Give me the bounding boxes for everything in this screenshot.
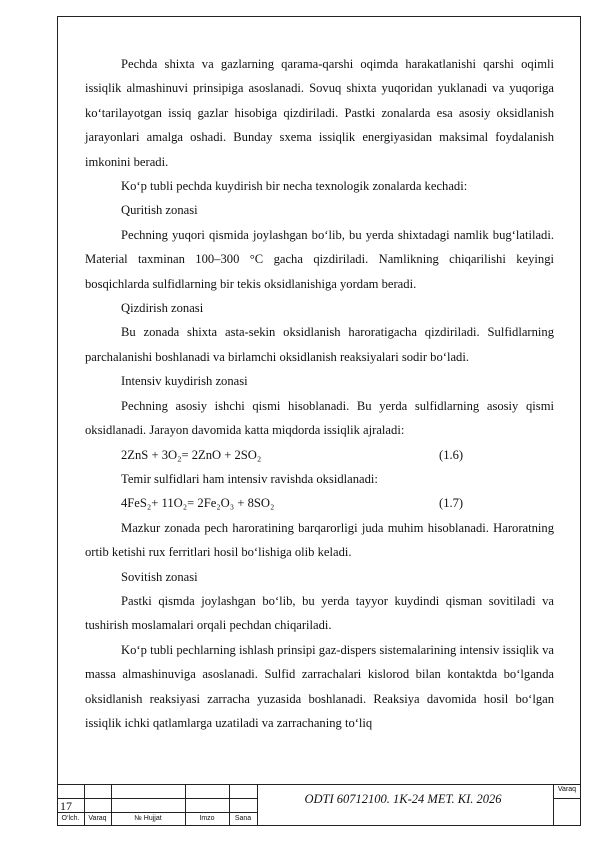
col-sana: Sana <box>234 815 252 822</box>
paragraph: Mazkur zonada pech haroratining barqarorligi juda muhim hisoblanadi. Haroratning ortib ketishi rux ferritlari hosil bo‘lishiga olib keladi. <box>85 520 554 560</box>
paragraph: Ko‘p tubli pechda kuydirish bir necha texnologik zonalarda kechadi: <box>121 179 468 194</box>
equation-text: 4FeS₂+ 11O₂= 2Fe₂O₃ + 8SO₂ <box>121 496 275 511</box>
paragraph: Qizdirish zonasi <box>121 301 204 316</box>
col-varaq: Varaq <box>88 815 107 822</box>
paragraph: Bu zonada shixta asta-sekin oksidlanish haroratigacha qizdiriladi. Sulfidlarning parchalanishi boshlanadi va birlamchi oksidlanish reaksiyalari sodir bo‘ladi. <box>85 325 554 364</box>
equation <box>85 491 554 515</box>
col-hujjat: № Hujjat <box>134 815 162 822</box>
paragraph: Pechning yuqori qismida joylashgan bo‘lib, bu yerda shixtadagi namlik bug‘latiladi. Material taxminan 100–300 °C gacha qizdiriladi. Namlikning chiqarilishi keyingi bosqichlarda sulfidlarning bir tekis oksidlanishiga yordam beradi. <box>85 227 554 291</box>
paragraph: Pastki qismda joylashgan bo‘lib, bu yerda tayyor kuydindi qisman sovitiladi va tushirish moslamalari orqali pechdan chiqariladi. <box>85 593 554 633</box>
paragraph: Temir sulfidlari ham intensiv ravishda oksidlanadi: <box>121 471 378 486</box>
equation-text: 2ZnS + 3O₂= 2ZnO + 2SO₂ <box>121 447 262 462</box>
paragraph: Quritish zonasi <box>121 203 198 218</box>
equation-number: (1.7) <box>439 496 464 511</box>
paragraph: Pechda shixta va gazlarning qarama-qarshi oqimda harakatlanishi qarshi oqimli issiqlik almashinuvi prinsipiga asoslanadi. Sovuq shixta yuqoridan yuklanadi va yuqoriga ko‘tarilayotgan issiq gazlar hisobiga qizdiriladi. Pastki zonalarda esa asosiy oksidlanish jarayonlari amalga oshadi. Bunday sxema issiqlik energiyasidan maksimal foydalanish imkonini beradi. <box>85 57 554 169</box>
title-block-stamp <box>57 784 581 826</box>
paragraph: Pechning asosiy ishchi qismi hisoblanadi. Bu yerda sulfidlarning asosiy qismi oksidlanadi. Jarayon davomida katta miqdorda issiqlik ajraladi: <box>85 398 554 438</box>
col-olch: O‘lch. <box>61 815 80 822</box>
equation <box>85 443 554 467</box>
page-number: 17 <box>60 799 72 813</box>
sheet-label: Varaq <box>557 786 577 793</box>
paragraph: Intensiv kuydirish zonasi <box>121 374 248 389</box>
document-body <box>85 52 554 735</box>
paragraph: Ko‘p tubli pechlarning ishlash prinsipi gaz-dispers sistemalarining intensiv issiqlik va massa almashinuviga asoslanadi. Sulfid zarrachalari kislorod bilan kontaktda bo‘lganda oksidlanish reaksiyasi zarracha yuzasida boshlanadi. Reaksiya davomida hosil bo‘lgan issiqlik ichki qatlamlarga uzatiladi va zarrachaning to‘liq <box>85 642 554 730</box>
equation-number: (1.6) <box>439 447 464 462</box>
paragraph: Sovitish zonasi <box>121 569 198 584</box>
col-imzo: Imzo <box>199 815 215 822</box>
document-code: ODTI 60712100. 1K-24 MET. KI. 2026 <box>304 792 502 806</box>
